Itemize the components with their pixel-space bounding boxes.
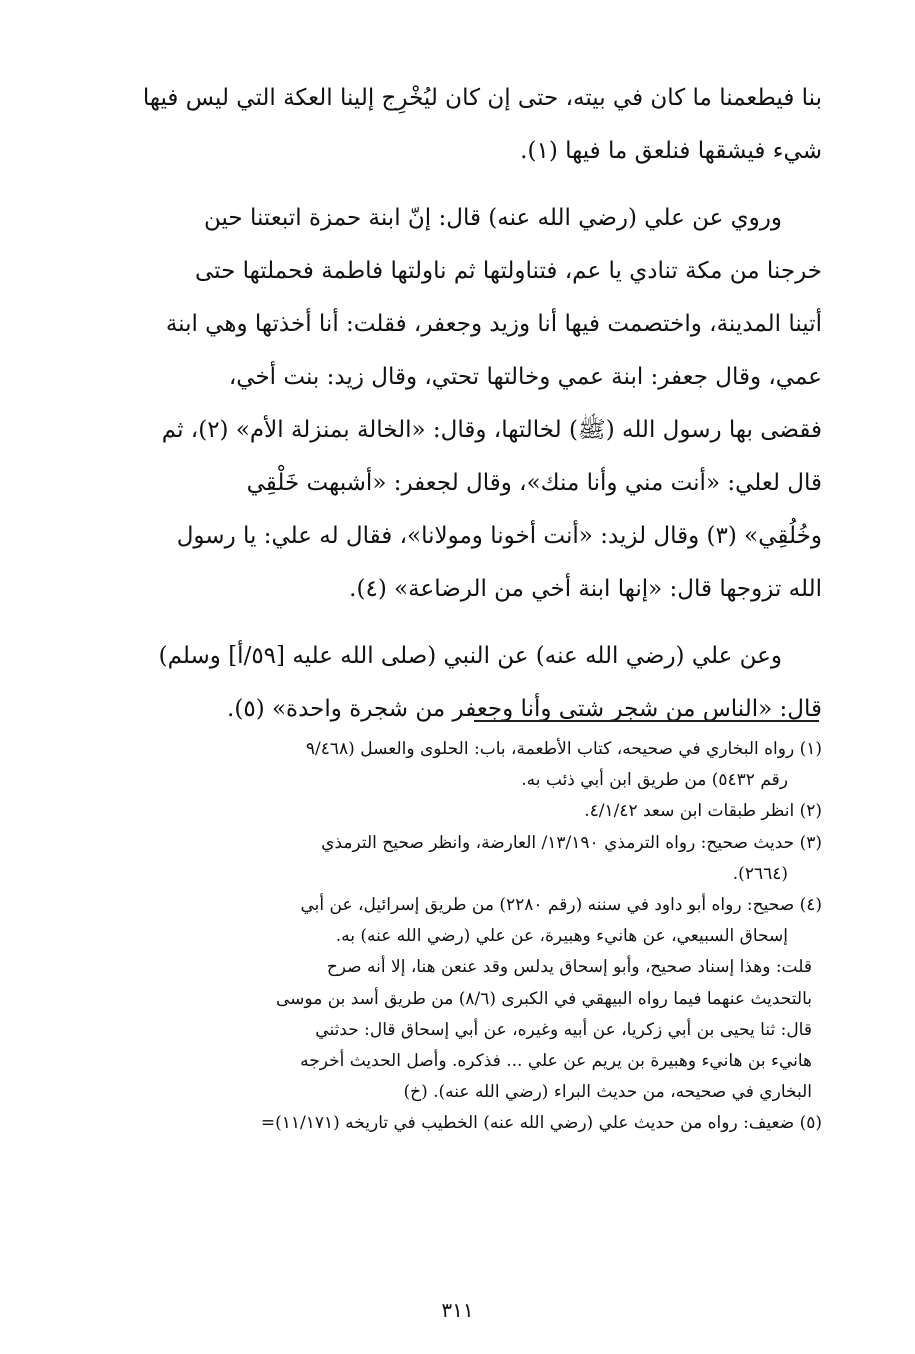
footnote-separator bbox=[474, 720, 819, 722]
footnote-line: قلت: وهذا إسناد صحيح، وأبو إسحاق يدلس وقد عنعن هنا، إلا أنه صرح bbox=[326, 957, 812, 978]
footnote-line: (٢) انظر طبقات ابن سعد ٤/١/٤٢. bbox=[584, 801, 822, 822]
page-number: ٣١١ bbox=[441, 1298, 474, 1322]
footnote-line: (٤) صحيح: رواه أبو داود في سننه (رقم ٢٢٨٠) من طريق إسرائيل، عن أبي bbox=[300, 894, 822, 915]
text-line: الله تزوجها قال: «إنها ابنة أخي من الرضاعة» (٤). bbox=[349, 576, 822, 602]
footnote-line: (٣) حديث صحيح: رواه الترمذي ١٣/١٩٠/ العارضة، وانظر صحيح الترمذي bbox=[321, 832, 822, 853]
footnotes bbox=[96, 734, 822, 1139]
paragraph-1 bbox=[100, 72, 822, 178]
footnote-line: هانيء بن هانيء وهبيرة بن يريم عن علي ... فذكره. وأصل الحديث أخرجه bbox=[300, 1050, 812, 1071]
footnote-line: قال: ثنا يحيى بن أبي زكريا، عن أبيه وغيره، عن أبي إسحاق قال: حدثني bbox=[315, 1019, 812, 1040]
footnote-line: رقم ٥٤٣٢) من طريق ابن أبي ذئب به. bbox=[521, 770, 788, 791]
text-line: عمي، وقال جعفر: ابنة عمي وخالتها تحتي، وقال زيد: بنت أخي، bbox=[228, 364, 822, 390]
footnote-line: بالتحديث عنهما فيما رواه البيهقي في الكبرى (٨/٦) من طريق أسد بن موسى bbox=[276, 988, 812, 1009]
footnote-line: البخاري في صحيحه، من حديث البراء (رضي الله عنه). (خ) bbox=[403, 1082, 812, 1103]
main-text bbox=[100, 72, 822, 750]
text-line: قال: «الناس من شجر شتى وأنا وجعفر من شجرة واحدة» (٥). bbox=[227, 696, 822, 722]
text-line: شيء فيشقها فنلعق ما فيها (١). bbox=[520, 138, 822, 164]
footnote-line: (٥) ضعيف: رواه من حديث علي (رضي الله عنه) الخطيب في تاريخه (١١/١٧١)= bbox=[260, 1113, 822, 1134]
footnote-line: (٢٦٦٤). bbox=[732, 863, 788, 884]
paragraph-2 bbox=[100, 192, 822, 616]
text-line: وروي عن علي (رضي الله عنه) قال: إنّ ابنة حمزة اتبعتنا حين bbox=[203, 205, 782, 231]
text-line: خرجنا من مكة تنادي يا عم، فتناولتها ثم ناولتها فاطمة فحملتها حتى bbox=[194, 258, 822, 284]
text-line: قال لعلي: «أنت مني وأنا منك»، وقال لجعفر: «أشبهت خَلْقِي bbox=[246, 470, 822, 496]
text-line: وعن علي (رضي الله عنه) عن النبي (صلى الله عليه [٥٩/أ] وسلم) bbox=[158, 643, 782, 669]
text-line: وخُلُقِي» (٣) وقال لزيد: «أنت أخونا ومولانا»، فقال له علي: يا رسول bbox=[176, 523, 822, 549]
text-line: فقضى بها رسول الله (ﷺ) لخالتها، وقال: «الخالة بمنزلة الأم» (٢)، ثم bbox=[161, 417, 822, 443]
text-line: بنا فيطعمنا ما كان في بيته، حتى إن كان ليُخْرِج إلينا العكة التي ليس فيها bbox=[142, 85, 822, 111]
text-line: أتينا المدينة، واختصمت فيها أنا وزيد وجعفر، فقلت: أنا أخذتها وهي ابنة bbox=[165, 311, 822, 337]
footnote-line: (١) رواه البخاري في صحيحه، كتاب الأطعمة، باب: الحلوى والعسل (٩/٤٦٨ bbox=[305, 739, 822, 759]
footnote-line: إسحاق السبيعي، عن هانيء وهبيرة، عن علي (رضي الله عنه) به. bbox=[335, 926, 788, 947]
